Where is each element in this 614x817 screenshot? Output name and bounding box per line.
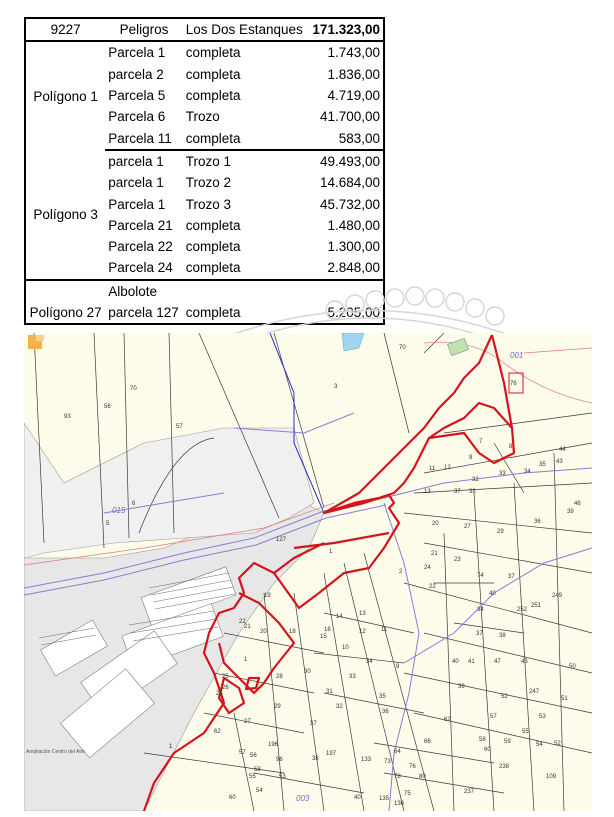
parcel-number: 37 (310, 721, 317, 727)
parcel-number: 3 (334, 384, 338, 390)
parcel-number: 30 (304, 669, 311, 675)
area-cell: 14.684,00 (319, 175, 380, 191)
polygon-label: Polígono 3 (25, 150, 105, 280)
table-header-row (25, 18, 384, 41)
parcel-number: 51 (561, 696, 568, 702)
parcel-number: 252 (517, 607, 528, 613)
municipality-cell: Peligros (105, 18, 183, 41)
parcel-number: 37 (454, 489, 461, 495)
portion-cell: Trozo (185, 109, 220, 125)
parcel-cell: Parcela 6 (108, 109, 166, 125)
parcel-number: 33 (349, 674, 356, 680)
parcel-number: 32 (472, 477, 479, 483)
table-row (25, 41, 384, 63)
portion-cell: completa (185, 66, 241, 82)
parcel-number: 29 (274, 704, 281, 710)
portion-cell: Trozo 3 (185, 196, 232, 212)
parcel-number: 73 (384, 759, 391, 765)
parcel-number: 6 (132, 501, 136, 507)
portion-cell: completa (185, 45, 241, 61)
parcel-cell: Parcela 21 (108, 217, 173, 233)
parcel-number: 78 (394, 774, 401, 780)
parcel-number: 196 (268, 742, 279, 748)
parcel-number: 18 (289, 629, 296, 635)
area-cell: 583,00 (306, 127, 384, 149)
parcel-number: 70 (130, 386, 137, 392)
parcel-number: 56 (250, 753, 257, 759)
parcel-number: 197 (326, 751, 337, 757)
polygon-label: Polígono 1 (33, 88, 98, 104)
area-cell: 49.493,00 (319, 153, 380, 169)
parcel-number: 62 (444, 717, 451, 723)
parcel-number: 44 (559, 447, 566, 453)
parcel-number: 23 (454, 557, 461, 563)
parcel-number: 109 (546, 774, 557, 780)
parcel-number: 136 (394, 801, 405, 807)
parcel-number: 10 (342, 645, 349, 651)
parcel-number: 26 (222, 685, 229, 691)
area-cell: 1.480,00 (327, 217, 380, 233)
parcel-number: 34 (524, 469, 531, 475)
parcel-number: 11 (381, 627, 388, 633)
parcel-number: 54 (256, 788, 263, 794)
portion-cell: Trozo 1 (185, 153, 232, 169)
parcel-number: 13 (424, 489, 431, 495)
parcel-number: 21 (244, 624, 251, 630)
parcel-number: 74 (477, 573, 484, 579)
parcel-cell: parcela 2 (108, 66, 164, 82)
parcel-number: 58 (254, 767, 261, 773)
parcel-number: 75 (404, 791, 411, 797)
parcel-number: 59 (504, 739, 511, 745)
parcel-number: 249 (552, 593, 563, 599)
parcel-number: 1 (244, 657, 248, 663)
portion-cell: Trozo 2 (185, 175, 232, 191)
parcel-number: 34 (477, 607, 484, 613)
area-cell: 1.743,00 (327, 45, 380, 61)
parcel-cell: Parcela 11 (105, 127, 183, 149)
sector-label: 015 (112, 506, 126, 515)
code-cell: 9227 (25, 18, 105, 41)
parcel-cell: Parcela 22 (108, 239, 173, 255)
place-label: Ampliación Centro del Aire (26, 749, 85, 755)
parcel-cell: Parcela 1 (108, 196, 166, 212)
estate-cell: Los Dos Estanques (183, 18, 306, 41)
parcel-number: 20 (432, 521, 439, 527)
parcel-number: 15 (320, 634, 327, 640)
parcel-number: 55 (522, 729, 529, 735)
parcel-number: 12 (444, 465, 451, 471)
parcel-number: 57 (490, 714, 497, 720)
parcel-cell: parcela 1 (108, 175, 164, 191)
parcel-number: 38 (469, 489, 476, 495)
parcel-number: 16 (324, 627, 331, 633)
area-cell: 5.205,00 (306, 302, 384, 324)
parcel-number: 24 (424, 565, 431, 571)
parcel-number: 5 (106, 521, 110, 527)
parcel-number: 60 (484, 747, 491, 753)
area-cell: 2.848,00 (306, 257, 384, 279)
parcel-number: 28 (276, 674, 283, 680)
parcel-number: 96 (276, 757, 283, 763)
parcel-number: 238 (499, 764, 510, 770)
parcel-number: 13 (359, 611, 366, 617)
parcel-number: 33 (499, 471, 506, 477)
parcel-number: 7 (479, 439, 483, 445)
parcel-number: 135 (379, 796, 390, 802)
parcel-number: 36 (534, 519, 541, 525)
parcel-number: 32 (336, 704, 343, 710)
area-cell: 1.300,00 (327, 239, 380, 255)
portion-cell: completa (183, 302, 306, 324)
parcel-number: 2 (399, 569, 403, 575)
parcel-number: 76 (409, 764, 416, 770)
parcel-number: 40 (354, 795, 361, 801)
parcel-number: 55 (249, 774, 256, 780)
parcel-number: 27 (464, 524, 471, 530)
parcel-number: 21 (431, 551, 438, 557)
parcel-number: 76 (510, 381, 517, 387)
parcel-number: 25 (216, 691, 223, 697)
parcel-number: 9 (469, 455, 473, 461)
parcel-number: 133 (361, 757, 372, 763)
cadastral-map[interactable] (24, 333, 592, 811)
parcel-number: 22 (429, 584, 436, 590)
area-cell: 41.700,00 (319, 109, 380, 125)
parcel-number: 64 (394, 749, 401, 755)
total-area-cell: 171.323,00 (306, 18, 384, 41)
parcel-number: 57 (239, 750, 246, 756)
parcel-number: 62 (214, 729, 221, 735)
parcel-number: 31 (326, 689, 333, 695)
parcel-number: 1 (169, 744, 173, 750)
green-feature (447, 338, 468, 355)
parcel-number: 36 (382, 709, 389, 715)
parcel-number: 37 (508, 574, 515, 580)
parcel-number: 70 (399, 345, 406, 351)
parcel-number: 34 (366, 659, 373, 665)
parcel-number: 66 (424, 739, 431, 745)
portion-cell: completa (183, 257, 306, 279)
portion-cell: completa (185, 239, 241, 255)
parcel-number: 19 (264, 593, 271, 599)
parcel-number: 251 (531, 603, 542, 609)
parcel-number: 8 (509, 444, 513, 450)
parcel-number: 14 (336, 614, 343, 620)
parcel-number: 20 (260, 629, 267, 635)
map-canvas (24, 333, 592, 811)
parcel-number: 39 (458, 684, 465, 690)
parcel-number: 237 (464, 789, 475, 795)
parcel-cell: parcela 1 (108, 153, 164, 169)
parcel-number: 11 (429, 466, 436, 472)
municipality-cell: Albolote (108, 283, 157, 299)
area-cell: 4.719,00 (327, 88, 380, 104)
parcel-number: 60 (229, 795, 236, 801)
parcel-cell: Parcela 1 (108, 45, 166, 61)
portion-cell: completa (183, 127, 306, 149)
parcel-number: 47 (494, 659, 501, 665)
parcel-number: 12 (359, 629, 366, 635)
parcel-number: 54 (536, 742, 543, 748)
sector-label: 003 (296, 794, 310, 803)
parcel-number: 40 (489, 591, 496, 597)
area-cell: 45.732,00 (319, 196, 380, 212)
parcel-number: 46 (574, 501, 581, 507)
portion-cell: completa (185, 88, 241, 104)
parcel-number: 93 (64, 414, 71, 420)
parcel-number: 56 (104, 404, 111, 410)
parcel-cell: Parcela 24 (105, 257, 183, 279)
parcel-number: 80 (419, 774, 426, 780)
parcel-number: 40 (452, 659, 459, 665)
parcel-number: 38 (312, 756, 319, 762)
parcel-number: 127 (276, 537, 287, 543)
parcel-number: 41 (468, 659, 475, 665)
parcel-number: 35 (539, 462, 546, 468)
parcel-number: 247 (529, 689, 540, 695)
sector-label: 001 (510, 351, 524, 360)
water-feature (342, 333, 364, 351)
parcel-number: 50 (569, 664, 576, 670)
parcel-number: 52 (554, 741, 561, 747)
parcel-number: 57 (176, 424, 183, 430)
parcel-number: 35 (379, 694, 386, 700)
table-row (25, 150, 384, 172)
parcel-number: 53 (539, 714, 546, 720)
parcel-number: 39 (567, 509, 574, 515)
parcel-cell: Parcela 5 (108, 88, 166, 104)
parcel-number: 27 (244, 719, 251, 725)
parcel-number: 25 (222, 674, 229, 680)
parcel-number: 43 (521, 659, 528, 665)
parcel-cell: parcela 127 (105, 302, 183, 324)
parcel-number: 22 (239, 619, 246, 625)
parcel-number: 29 (497, 529, 504, 535)
parcel-number: 1 (329, 549, 333, 555)
polygon-label: Polígono 27 (25, 302, 105, 324)
parcel-number: 38 (499, 633, 506, 639)
parcel-number: 58 (479, 737, 486, 743)
portion-cell: completa (185, 217, 241, 233)
parcel-number: 43 (556, 459, 563, 465)
parcel-number: 9 (396, 664, 400, 670)
parcel-number: 37 (476, 631, 483, 637)
area-cell: 1.836,00 (327, 66, 380, 82)
parcel-number: 53 (279, 774, 286, 780)
parcel-number: 52 (501, 694, 508, 700)
